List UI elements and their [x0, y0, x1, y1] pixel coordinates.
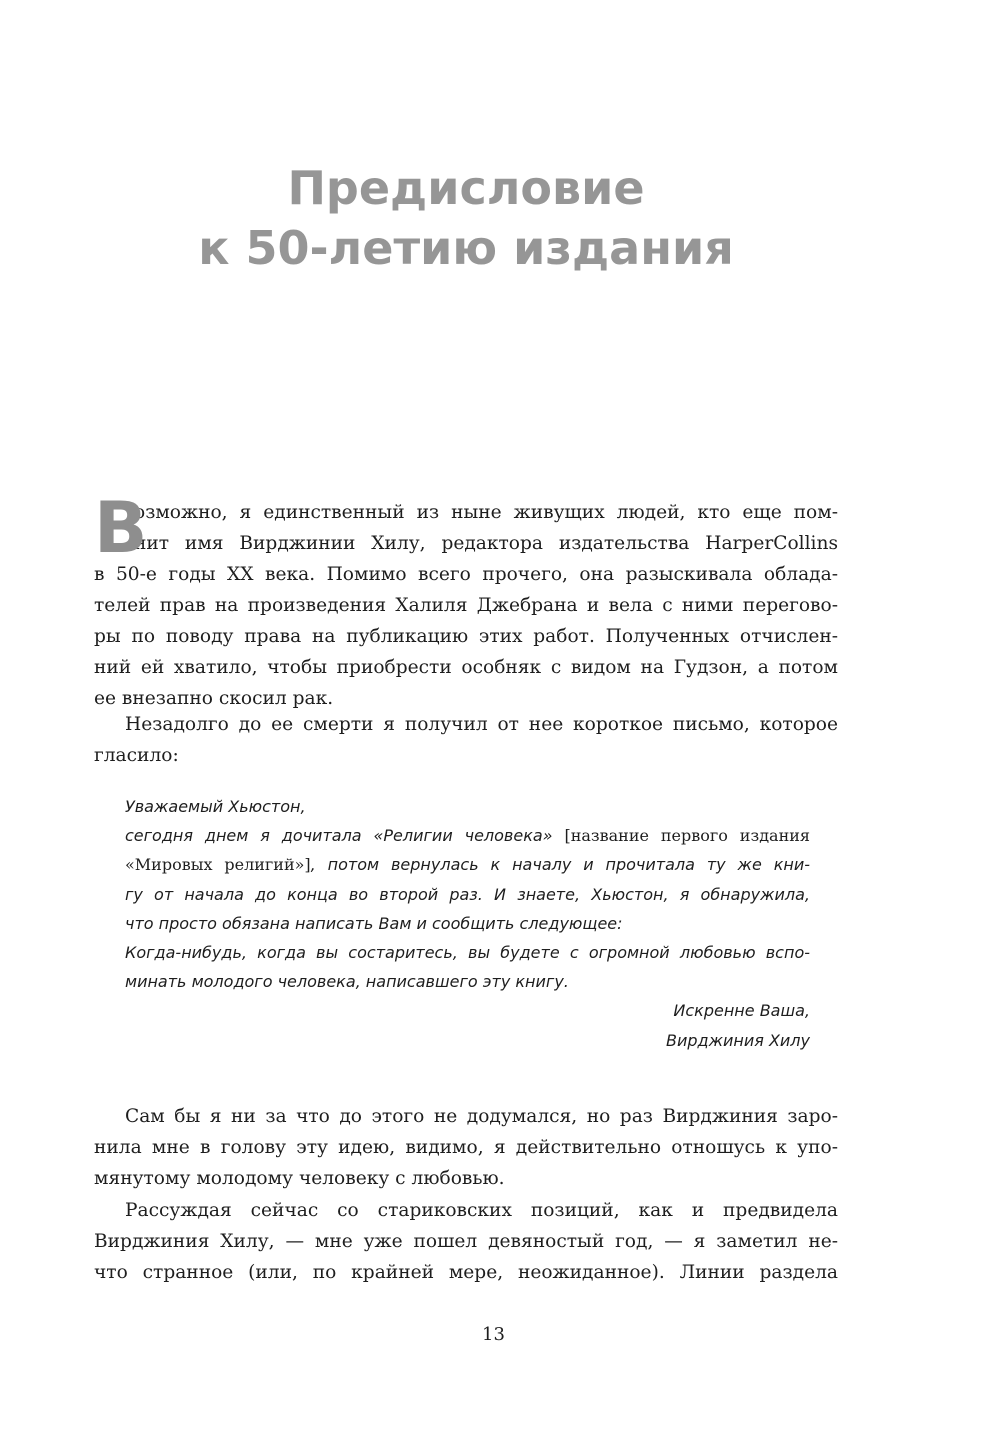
letter-signature: Вирджиния Хилу	[665, 1030, 810, 1050]
paragraph-2	[94, 709, 838, 771]
text-line: Рассуждая сейчас со стариковских позиций, как и предвидела	[125, 1200, 838, 1221]
chapter-title	[94, 158, 838, 278]
letter-line	[125, 850, 810, 879]
text-line: Вирджиния Хилу, — мне уже пошел девяностый год, — я заметил не-	[94, 1231, 838, 1252]
text-line: ее внезапно скосил рак.	[94, 688, 334, 709]
intro-paragraph	[94, 487, 838, 714]
letter-text-italic: , потом вернулась к началу и прочитала ту же кни-	[310, 855, 810, 875]
text-line: мянутому молодому человеку с любовью.	[94, 1168, 505, 1189]
letter-line	[125, 821, 810, 850]
text-line: ний ей хватило, чтобы приобрести особняк с видом на Гудзон, а потом	[94, 657, 838, 678]
letter-line: гу от начала до конца во второй раз. И знаете, Хьюстон, я обнаружила,	[125, 884, 810, 904]
paragraph-3	[94, 1101, 838, 1194]
letter-text-roman: [название первого издания	[564, 826, 811, 846]
letter-salutation: Уважаемый Хьюстон,	[125, 797, 306, 816]
text-line: телей прав на произведения Халиля Джебрана и вела с ними перегово-	[94, 595, 838, 616]
page-number: 13	[482, 1324, 505, 1345]
letter-closing: Искренне Ваша,	[673, 1001, 810, 1021]
chapter-title-line-1: Предисловие	[287, 161, 645, 215]
letter-line: что просто обязана написать Вам и сообщить следующее:	[125, 913, 623, 933]
text-line: что странное (или, по крайней мере, неожиданное). Линии раздела	[94, 1262, 838, 1283]
letter-line: минать молодого человека, написавшего эту книгу.	[125, 972, 569, 992]
text-line: Сам бы я ни за что до этого не додумался, но раз Вирджиния заро-	[125, 1106, 838, 1127]
letter-text-roman: «Мировых религий»]	[125, 855, 311, 875]
text-line: нила мне в голову эту идею, видимо, я действительно отношусь к упо-	[94, 1137, 838, 1158]
letter-line: Когда-нибудь, когда вы состаритесь, вы будете с огромной любовью вспо-	[125, 942, 810, 962]
paragraph-4	[94, 1195, 838, 1288]
quoted-letter	[125, 792, 810, 1055]
chapter-title-line-2: к 50-летию издания	[198, 221, 734, 275]
text-line: нит имя Вирджинии Хилу, редактора издательства HarperCollins	[134, 533, 838, 554]
text-line: гласило:	[94, 745, 179, 766]
drop-cap: В	[94, 487, 148, 569]
text-line: озможно, я единственный из ныне живущих людей, кто еще пом-	[134, 502, 838, 523]
text-line: в 50-е годы XX века. Помимо всего прочего, она разыскивала облада-	[94, 564, 838, 585]
text-line: Незадолго до ее смерти я получил от нее короткое письмо, которое	[125, 714, 838, 735]
text-line: ры по поводу права на публикацию этих работ. Полученных отчислен-	[94, 626, 838, 647]
letter-text-italic: сегодня днем я дочитала «Религии человека»	[125, 826, 565, 846]
